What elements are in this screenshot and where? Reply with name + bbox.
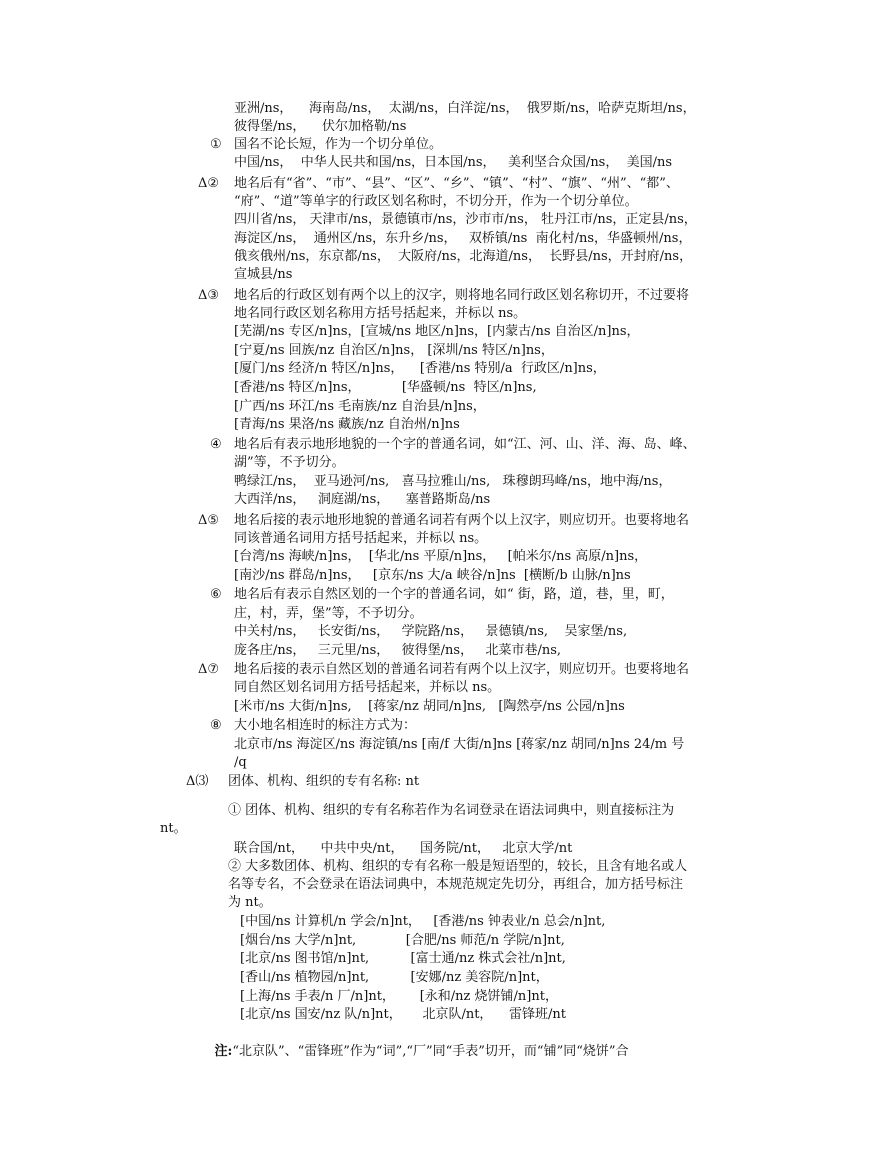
text-line: [烟台/ns 大学/n]nt, [合肥/ns 师范/n 学院/n]nt, [240, 933, 565, 948]
text-line: 同该普通名词用方括号括起来，并标以 ns。 [234, 531, 488, 546]
text-line: 地名后有“省”、“市”、“县”、“区”、“乡”、“镇”、“村”、“旗”、“州”、“都”、 [234, 176, 679, 191]
text-line: [中国/ns 计算机/n 学会/n]nt， [香港/ns 钟表业/n 总会/n]nt, [240, 914, 606, 929]
text-line: 湖”等，不予切分。 [234, 455, 345, 470]
text-line: ① 团体、机构、组织的专有名称若作为名词登录在语法词典中，则直接标注为 [228, 803, 675, 818]
section-heading: 团体、机构、组织的专有名称: nt [228, 774, 420, 789]
text-line: [厦门/ns 经济/n 特区/n]ns， [香港/ns 特别/a 行政区/n]ns， [234, 361, 606, 376]
text-line: 为 nt。 [228, 895, 272, 910]
text-line: 名等专名，不会登录在语法词典中，本规范规定先切分，再组合，加方括号标注 [228, 877, 684, 892]
text-line: ② 大多数团体、机构、组织的专有名称一般是短语型的，较长，且含有地名或人 [228, 859, 688, 874]
text-line: [上海/ns 手表/n 厂/n]nt， [永和/nz 烧饼铺/n]nt， [240, 989, 558, 1004]
text-line: 鸭绿江/ns， 亚马逊河/ns, 喜马拉雅山/ns, 珠穆朗玛峰/ns，地中海/ns， [234, 474, 672, 489]
item-marker: ⑥ [210, 587, 222, 602]
item-marker: Δ② [198, 176, 220, 191]
text-line: 地名同行政区划名称用方括号括起来，并标以 ns。 [234, 306, 527, 321]
section-marker: Δ⑶ [186, 774, 209, 789]
text-line: [南沙/ns 群岛/n]ns， [京东/ns 大/a 峡谷/n]ns [横断/b 山脉/n]ns [234, 568, 631, 583]
item-marker: Δ⑦ [198, 662, 220, 677]
note-text: “北京队”、“雷锋班”作为“词”,“厂”同“手表”切开，而“铺”同“烧饼”合 [232, 1044, 629, 1059]
item-marker: Δ③ [198, 288, 220, 303]
text-line: 北京市/ns 海淀区/ns 海淀镇/ns [南/f 大街/n]ns [蒋家/nz 胡同/n]ns 24/m 号 [234, 737, 685, 752]
text-line: “府”、“道”等单字的行政区划名称时，不切分开，作为一个切分单位。 [234, 194, 638, 209]
text-line: 地名后接的表示地形地貌的普通名词若有两个以上汉字，则应切开。也要将地名 [234, 513, 690, 528]
text-line: 地名后有表示地形地貌的一个字的普通名词，如“江、河、山、洋、海、岛、峰、 [234, 437, 696, 452]
text-line: 宣城县/ns [234, 267, 293, 282]
text-line: [青海/ns 果洛/ns 藏族/nz 自治州/n]ns [234, 417, 460, 432]
item-marker: ⑧ [210, 718, 222, 733]
text-line: 庞各庄/ns， 三元里/ns， 彼得堡/ns， 北菜市巷/ns, [234, 643, 562, 658]
text-line: 地名后有表示自然区划的一个字的普通名词，如“ 街，路，道，巷，里，町， [234, 587, 674, 602]
note-line [198, 1026, 629, 1077]
text-line: 大小地名相连时的标注方式为： [234, 718, 417, 733]
text-line: 同自然区划名词用方括号括起来，并标以 ns。 [234, 680, 501, 695]
item-marker: Δ⑤ [198, 513, 220, 528]
text-line: [台湾/ns 海峡/n]ns， [华北/ns 平原/n]ns， [帕米尔/ns 高原/n]ns， [234, 549, 648, 564]
text-line: [广西/ns 环江/ns 毛南族/nz 自治县/n]ns， [234, 399, 486, 414]
text-line: [米市/ns 大街/n]ns, [蒋家/nz 胡同/n]ns, [陶然亭/ns 公园/n]ns [234, 699, 625, 714]
text-line: 国名不论长短，作为一个切分单位。 [234, 137, 443, 152]
text-line: [北京/ns 国安/nz 队/n]nt， 北京队/nt， 雷锋班/nt [240, 1007, 566, 1022]
text-line: [香山/ns 植物园/n]nt, [安娜/nz 美容院/n]nt， [240, 970, 549, 985]
text-line: 海淀区/ns， 通州区/ns，东升乡/ns， 双桥镇/ns 南化村/ns，华盛顿州/ns， [234, 231, 692, 246]
text-line: 庄，村，弄，堡”等，不予切分。 [234, 606, 423, 621]
text-line: 彼得堡/ns， 伏尔加格勒/ns [234, 119, 407, 134]
text-line: [香港/ns 特区/n]ns， [华盛顿/ns 特区/n]ns, [234, 380, 537, 395]
text-line: 中关村/ns， 长安街/ns， 学院路/ns， 景德镇/ns, 吴家堡/ns, [234, 624, 628, 639]
item-marker: ① [210, 137, 222, 152]
text-line: 联合国/nt， 中共中央/nt， 国务院/nt， 北京大学/nt [234, 841, 573, 856]
item-marker: ④ [210, 437, 222, 452]
text-line: 四川省/ns， 天津市/ns，景德镇市/ns，沙市市/ns， 牡丹江市/ns，正定县/ns， [234, 212, 697, 227]
text-line: 地名后接的表示自然区划的普通名词若有两个以上汉字，则应切开。也要将地名 [234, 662, 690, 677]
text-line: 地名后的行政区划有两个以上的汉字，则将地名同行政区划名称切开，不过要将 [234, 288, 690, 303]
text-line: 亚洲/ns， 海南岛/ns， 太湖/ns，白洋淀/ns， 俄罗斯/ns，哈萨克斯坦/ns， [234, 101, 696, 116]
text-line: [宁夏/ns 回族/nz 自治区/n]ns， [深圳/ns 特区/n]ns， [234, 343, 554, 358]
text-line: 俄亥俄州/ns，东京都/ns， 大阪府/ns，北海道/ns， 长野县/ns，开封府/ns， [234, 249, 693, 264]
text-line: [芜湖/ns 专区/n]ns，[宣城/ns 地区/n]ns，[内蒙古/ns 自治区/n]ns， [234, 324, 640, 339]
text-line: /q [234, 755, 247, 770]
text-line: 大西洋/ns， 洞庭湖/ns， 塞普路斯岛/ns [234, 492, 491, 507]
note-label: 注: [214, 1044, 233, 1059]
text-line: nt。 [160, 821, 187, 836]
text-line: 中国/ns， 中华人民共和国/ns，日本国/ns， 美利坚合众国/ns， 美国/ns [234, 155, 673, 170]
text-line: [北京/ns 图书馆/n]nt, [富士通/nz 株式会社/n]nt, [240, 951, 566, 966]
